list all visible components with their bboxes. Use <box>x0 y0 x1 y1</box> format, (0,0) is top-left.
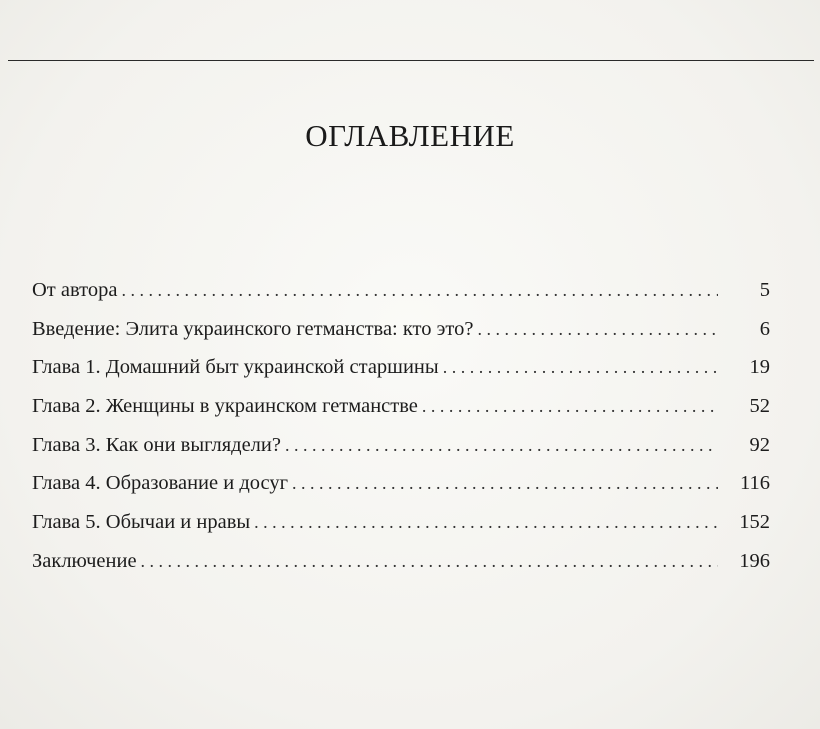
toc-entry-label: Глава 4. Образование и досуг <box>32 472 289 495</box>
dot-leader <box>292 473 718 494</box>
toc-entry-page: 116 <box>740 472 770 495</box>
toc-entry-page: 6 <box>759 317 770 340</box>
toc-entry-label: Глава 2. Женщины в украинском гетманстве <box>32 395 418 418</box>
toc-entry-chapter-4[interactable] <box>32 472 770 511</box>
top-rule <box>8 60 814 61</box>
toc-entry-chapter-3[interactable] <box>32 434 770 473</box>
dot-leader <box>254 512 718 533</box>
toc-entry-label: Введение: Элита украинского гетманства: кто это? <box>32 317 474 340</box>
toc-entry-page: 196 <box>739 549 770 572</box>
toc-entry-chapter-2[interactable] <box>32 395 770 434</box>
toc-entry-page: 92 <box>749 433 770 456</box>
dot-leader <box>443 357 718 378</box>
page-title: ОГЛАВЛЕНИЕ <box>305 118 515 153</box>
toc-entry-chapter-1[interactable] <box>32 356 770 395</box>
dot-leader <box>141 551 718 572</box>
toc-entry-label: От автора <box>32 279 118 301</box>
toc-entry-page: 19 <box>749 356 770 379</box>
toc-entry-page: 5 <box>759 279 770 301</box>
toc-entry-label: Заключение <box>32 549 137 572</box>
dot-leader <box>285 435 718 456</box>
toc-entry-label: Глава 5. Обычаи и нравы <box>32 511 251 534</box>
dot-leader <box>477 319 718 340</box>
toc-entry-chapter-5[interactable] <box>32 511 770 550</box>
dot-leader <box>121 280 718 301</box>
table-of-contents <box>32 279 770 589</box>
dot-leader <box>422 396 718 417</box>
toc-entry-preface[interactable] <box>32 279 770 318</box>
toc-entry-label: Глава 3. Как они выглядели? <box>32 433 281 456</box>
toc-entry-conclusion[interactable] <box>32 550 770 589</box>
toc-entry-label: Глава 1. Домашний быт украинской старшины <box>32 356 439 379</box>
toc-entry-page: 52 <box>749 395 770 418</box>
toc-entry-page: 152 <box>739 511 770 534</box>
toc-entry-introduction[interactable] <box>32 318 770 357</box>
